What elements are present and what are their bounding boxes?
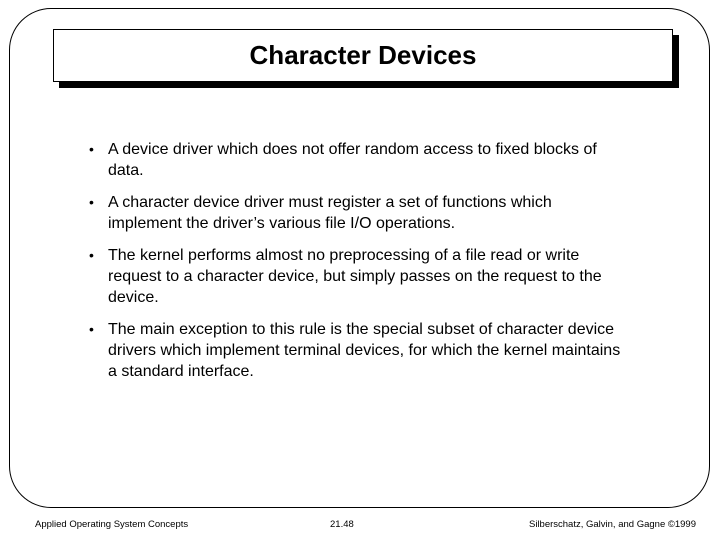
bullet-marker: • [89,194,94,210]
bullet-item [89,192,629,234]
bullet-text: A character device driver must register a set of functions which implement the driver’s various file I/O operations. [108,194,552,232]
bullet-marker: • [89,247,94,263]
bullet-list [89,139,629,393]
footer-page-number: 21.48 [330,519,354,530]
bullet-text: The main exception to this rule is the special subset of character device drivers which implement terminal devices, for which the kernel maintains a standard interface. [108,321,621,380]
footer-copyright: Silberschatz, Galvin, and Gagne ©1999 [528,519,696,530]
bullet-marker: • [89,141,94,157]
bullet-marker: • [89,321,94,337]
footer-book-title: Applied Operating System Concepts [35,519,189,530]
bullet-text: The kernel performs almost no preprocessing of a file read or write request to a character device, but simply passes on the request to the device. [108,247,602,306]
bullet-item [89,245,629,308]
bullet-item [89,139,629,181]
bullet-text: A device driver which does not offer random access to fixed blocks of data. [108,141,597,179]
slide-title: Character Devices [249,40,477,70]
bullet-item [89,319,629,382]
title-box [53,29,673,82]
